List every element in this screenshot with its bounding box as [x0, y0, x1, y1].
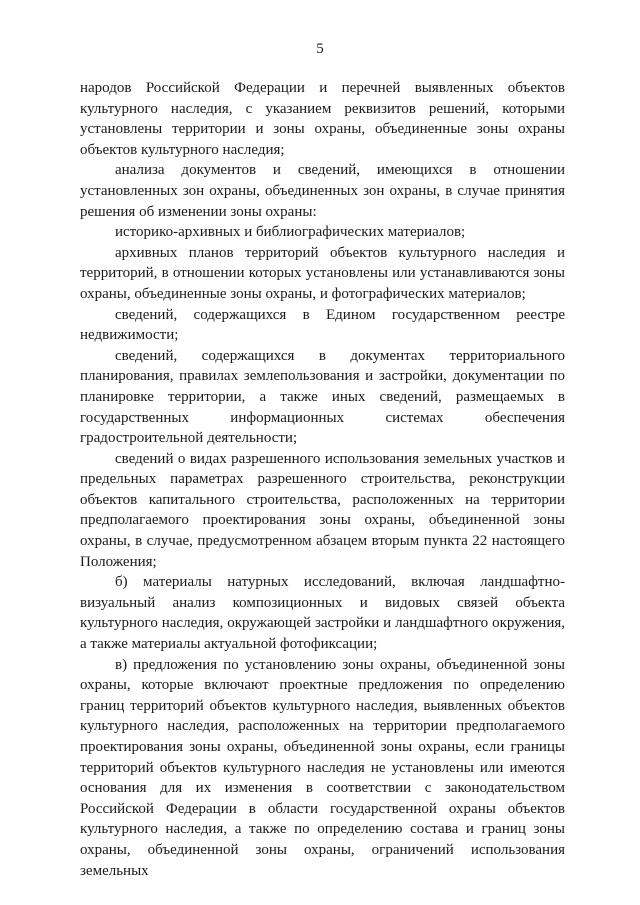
page-number: 5 — [316, 41, 324, 57]
paragraph: в) предложения по установлению зоны охраны, объединенной зоны охраны, которые включают проектные предложения по определению границ территорий объектов культурного наследия, выявленных объектов культурного наследия, расположенных на территории предполагаемого проектирования зоны охраны, объединенной зоны охраны, если границы территорий объектов культурного наследия не установлены или имеются основания для их изменения в соответствии с законодательством Российской Федерации в области государственной охраны объектов культурного наследия, а также по определению состава и границ зоны охраны, объединенной зоны охраны, ограничений использования земельных — [80, 656, 565, 879]
paragraph: архивных планов территорий объектов культурного наследия и территорий, в отношении которых установлены или устанавливаются зоны охраны, объединенные зоны охраны, и фотографических материалов; — [80, 244, 565, 302]
paragraph: историко-архивных и библиографических материалов; — [115, 224, 466, 241]
paragraph: сведений, содержащихся в документах территориального планирования, правилах землепользования и застройки, документации по планировке территории, а также иных сведений, размещаемых в государственных информационных системах обеспечения градостроительной деятельности; — [80, 347, 565, 447]
paragraph: анализа документов и сведений, имеющихся в отношении установленных зон охраны, объединенных зон охраны, в случае принятия решения об изменении зоны охраны: — [80, 162, 565, 220]
paragraph: б) материалы натурных исследований, включая ландшафтно-визуальный анализ композиционных и видовых связей объекта культурного наследия, окружающей застройки и ландшафтного окружения, а также материалы актуальной фотофиксации; — [80, 574, 565, 653]
document-body — [80, 78, 565, 881]
paragraph: сведений о видах разрешенного использования земельных участков и предельных параметрах разрешенного строительства, реконструкции объектов капитального строительства, расположенных на территории предполагаемого проектирования зоны охраны, объединенной зоны охраны, в случае, предусмотренном абзацем вторым пункта 22 настоящего Положения; — [80, 450, 565, 570]
paragraph: сведений, содержащихся в Едином государственном реестре недвижимости; — [80, 306, 565, 344]
paragraph: народов Российской Федерации и перечней выявленных объектов культурного наследия, с указанием реквизитов решений, которыми установлены территории и зоны охраны, объединенные зоны охраны объектов культурного наследия; — [80, 80, 565, 158]
